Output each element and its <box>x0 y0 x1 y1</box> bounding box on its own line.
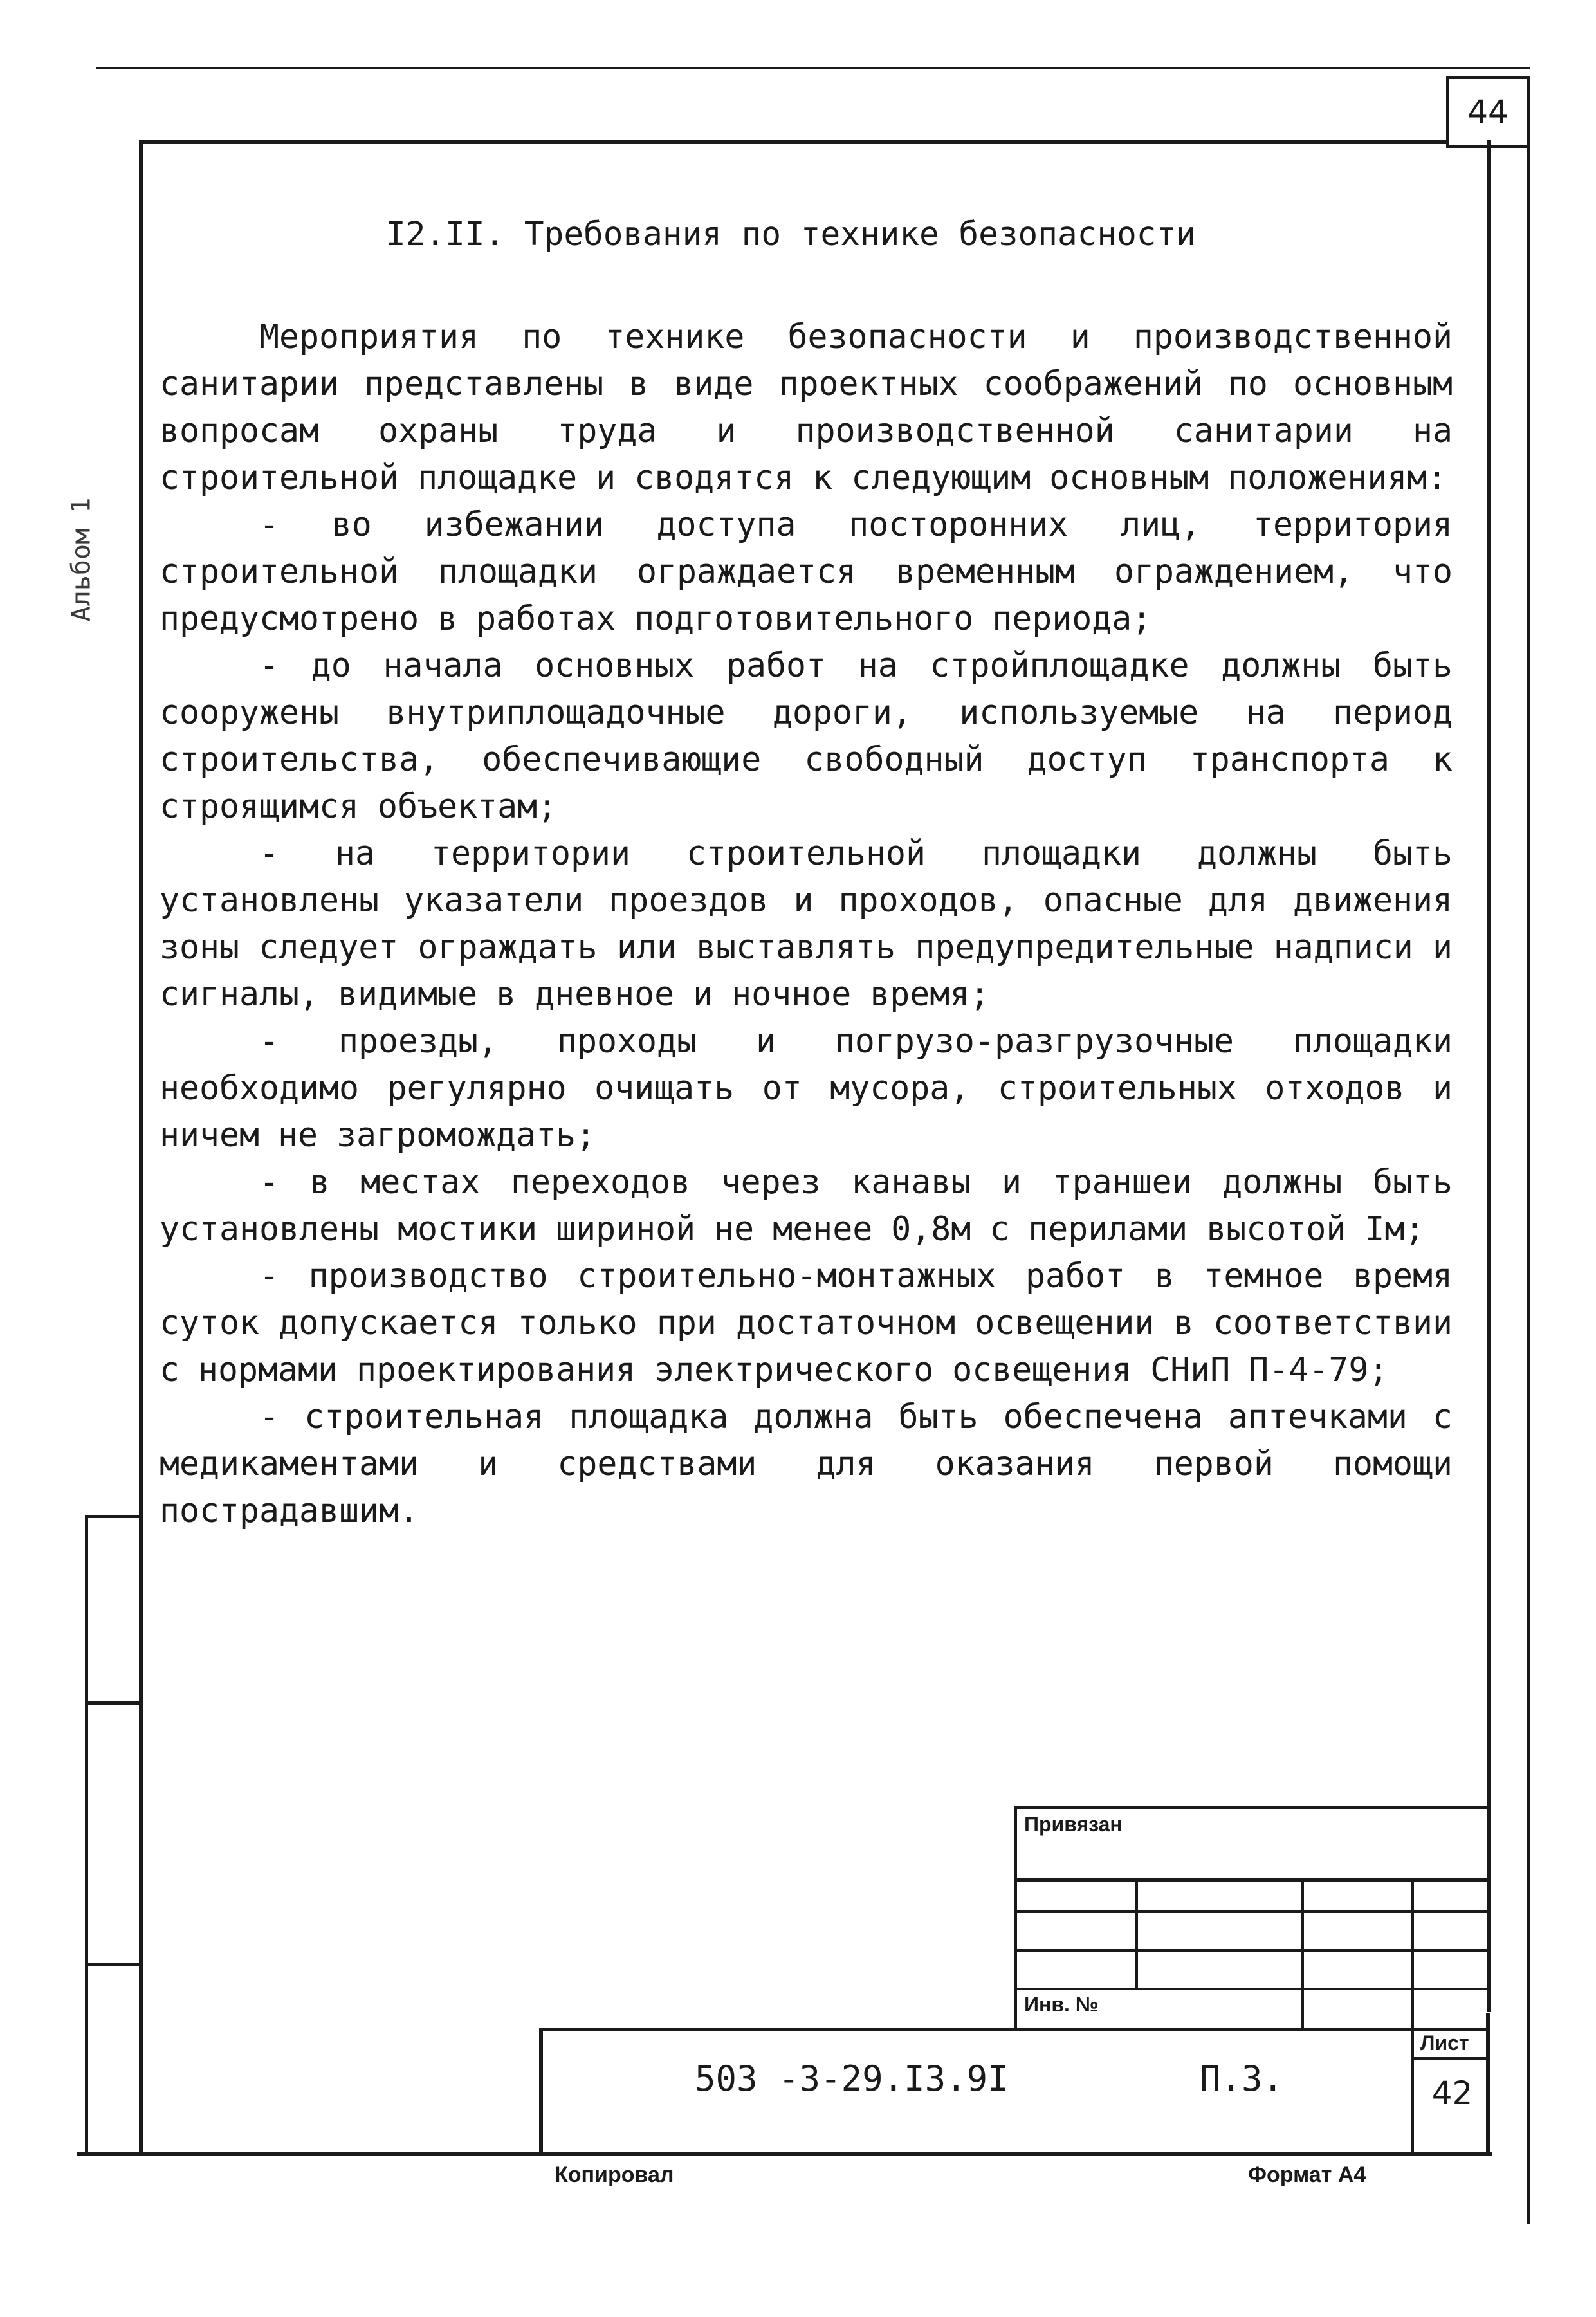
stamp-col-line <box>1411 1878 1414 2155</box>
list-item: - до начала основных работ на стройплощадке должны быть сооружены внутриплощадочные дороги, используемые на период строительства, обеспечивающие свободный доступ транспорта к строящимся объектам; <box>160 646 1453 826</box>
body-text <box>160 314 1453 1535</box>
binding-box-divider <box>85 1701 142 1705</box>
inventory-number-label: Инв. № <box>1024 1993 1099 2016</box>
stamp-row-line <box>1014 1878 1490 1882</box>
page-number: 44 <box>1446 76 1530 148</box>
album-label-text: Альбом 1 <box>66 497 96 622</box>
list-item: - производство строительно-монтажных работ в темное время суток допускается только при достаточном освещении в соответствии с нормами проектирования электрического освещения СНиП П-4-79; <box>160 1257 1453 1389</box>
list-item: - во избежании доступа посторонних лиц, территория строительной площадки ограждается временным ограждением, что предусмотрено в работах подготовительного периода; <box>160 506 1453 638</box>
frame-top-border <box>140 140 1446 144</box>
list-item: - в местах переходов через канавы и траншеи должны быть установлены мостики шириной не менее 0,8м с перилами высотой Iм; <box>160 1163 1453 1249</box>
list-item: - строительная площадка должна быть обеспечена аптечками с медикаментами и средствами для оказания первой помощи пострадавшим. <box>160 1398 1453 1530</box>
bound-label: Привязан <box>1024 1813 1123 1836</box>
binding-box-divider <box>85 1963 142 1966</box>
stamp-row-line <box>1014 1988 1490 1990</box>
stamp-left-line <box>1014 1806 1017 2030</box>
document-section: П.3. <box>1200 2058 1284 2099</box>
frame-right-border <box>1487 140 1491 2012</box>
paragraph: Мероприятия по технике безопасности и производственной санитарии представлены в виде проектных соображений по основным вопросам охраны труда и производственной санитарии на строительной площадке и сводятся к следующим основным положениям: <box>160 318 1453 497</box>
binding-box-divider <box>85 1515 142 1518</box>
list-item: - на территории строительной площадки должны быть установлены указатели проездов и проходов, опасные для движения зоны следует ограждать или выставлять предупредительные надписи и сигналы, видимые в дневное и ночное время; <box>160 834 1453 1014</box>
binding-box-left-line <box>85 1515 88 2155</box>
document-code: 503 -3-29.I3.9I <box>695 2058 1009 2099</box>
stamp-col-line <box>1301 1878 1304 2030</box>
copied-by-label: Копировал <box>555 2163 674 2187</box>
stamp-main-left-line <box>539 2028 543 2155</box>
stamp-row-line <box>1014 1949 1490 1952</box>
stamp-main-top-line <box>539 2028 1490 2031</box>
frame-left-border <box>139 140 143 2155</box>
sheet-label: Лист <box>1420 2031 1469 2055</box>
outer-right-line <box>1527 147 1530 2224</box>
format-label: Формат А4 <box>1248 2163 1366 2187</box>
album-label <box>62 476 100 643</box>
sheet-cell-divider <box>1411 2057 1490 2060</box>
list-item: - проезды, проходы и погрузо-разгрузочные площадки необходимо регулярно очищать от мусора, строительных отходов и ничем не загромождать; <box>160 1022 1453 1155</box>
stamp-col-line <box>1135 1878 1138 1989</box>
top-trim-line <box>96 67 1530 69</box>
stamp-top-line <box>1014 1806 1490 1809</box>
stamp-row-line <box>1014 1910 1490 1913</box>
section-title: I2.II. Требования по технике безопасности <box>386 215 1196 253</box>
frame-bottom-border <box>77 2152 1492 2156</box>
sheet-number: 42 <box>1431 2074 1473 2112</box>
